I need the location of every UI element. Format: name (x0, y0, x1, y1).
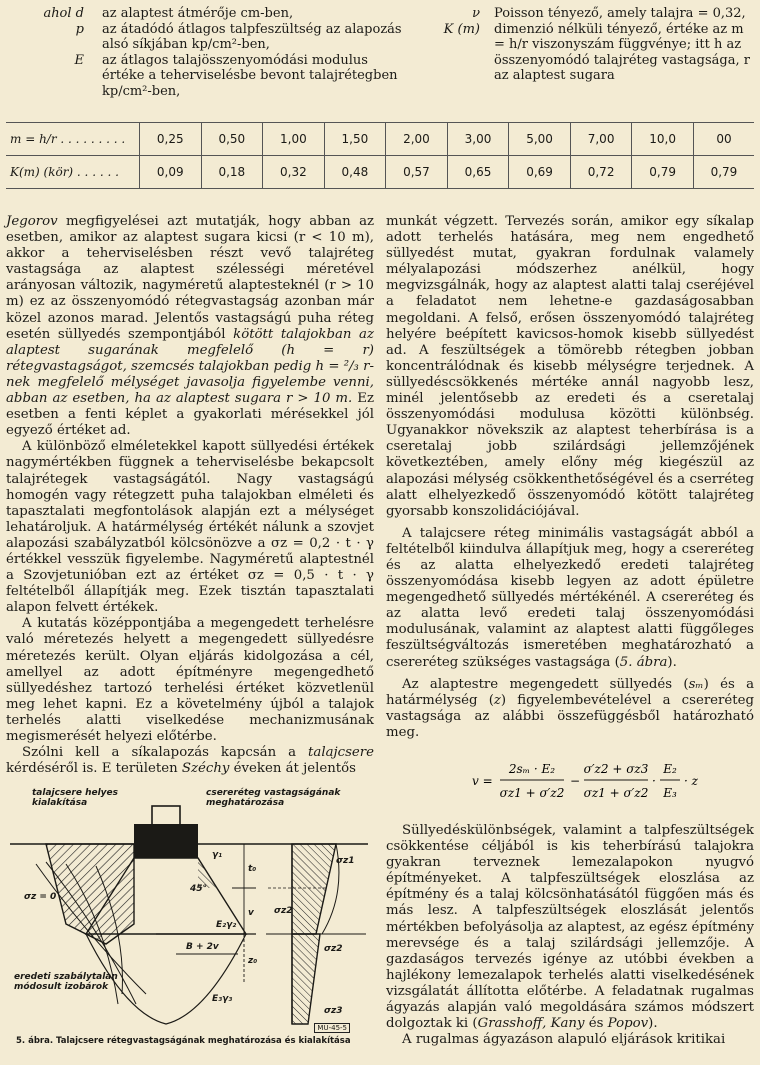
table-cell: 0,65 (447, 156, 509, 189)
table-cell: 0,57 (386, 156, 448, 189)
formula-num-2: σ′z2 + σz3 (583, 762, 649, 776)
label-e3: E₃γ₃ (212, 994, 233, 1004)
label-45: 45° (190, 884, 208, 894)
table-cell: 0,79 (693, 156, 754, 189)
thickness-formula (386, 745, 754, 815)
paragraph (6, 214, 374, 439)
table-cell: 0,72 (570, 156, 632, 189)
text-run: Ez esetben a fenti képlet a gyakorlati mérésekkel jól egyező értéket ad. (6, 391, 374, 439)
text-run: ) és a határmélység ( (386, 676, 754, 708)
row-label-m: m = h/r . . . . . . . . . (6, 123, 140, 156)
text-run: ) figyelembevételével a csereréteg vastagsága az alábbi összefüggésből határozható meg. (386, 692, 754, 740)
formula-num-1: 2sₘ · E₂ (508, 762, 556, 776)
definitions-right (424, 6, 754, 84)
label-gamma1: γ₁ (212, 850, 223, 860)
text-run: ). (667, 654, 677, 670)
label-b2v: B + 2v (186, 942, 219, 952)
text-run: és (584, 1016, 608, 1032)
text-run: A talajcsere réteg minimális vastagságát abból a feltételből kiindulva állapítjuk meg, hogy a csereréteg és az alatta elhelyezkedő eredeti talajréteg összenyomódása kisebb legyen az adott épületre megengedhető süllyedés mértékénél. A csereréteg és az alatta levő eredeti talaj összenyomódási modulusának, valamint az alaptest alatti függőleges feszültségváltozás ismeretében meghatározható a csereréteg szükséges vastagsága ( (386, 525, 754, 670)
figure-drawing (6, 784, 374, 1034)
formula-den-1: σz1 + σ′z2 (499, 786, 565, 800)
table-cell: 0,79 (632, 156, 694, 189)
formula-den-2: σz1 + σ′z2 (583, 786, 649, 800)
table-cell: 0,32 (263, 156, 325, 189)
label-v: v (248, 908, 254, 918)
label-thickness-determination: csereréteg vastagságának meghatározása (206, 788, 341, 808)
table-cell: 10,0 (632, 123, 694, 156)
formula-dot: · (652, 774, 656, 788)
paragraph: A kutatás középpontjába a megengedett terhelésre való méretezés helyett a megengedett süllyedésre méretezés került. Olyan eljárás kidolgozása a cél, amellyel az adott építményre megengedhető süllyedéshez tartozó terhelési értéket közvetlenül meg lehet kapni. Ez a követelmény újból a talajok terhelés alatti viselkedése mechanizmusának megismerését helyezi előtérbe. (6, 616, 374, 744)
table-cell: 0,18 (201, 156, 263, 189)
figure-reference: 5. ábra (619, 654, 668, 670)
row-label-k: K(m) (kör) . . . . . . (6, 156, 140, 189)
emphasis: kötött talajokban az alaptest sugarának megfelelő (h = r) rétegvastagságot, szemcsés talajokban pedig h = ²/₃ r-nek megfelelő mélységet javasolja figyelembe venni, abban az esetben, ha az alaptest sugara r > 10 m. (6, 326, 374, 407)
table-cell: 7,00 (570, 123, 632, 156)
paragraph (386, 526, 754, 671)
table-row (6, 123, 754, 156)
label-z0: z₀ (248, 956, 258, 966)
label-sz2: σz2 (274, 906, 293, 916)
def-nu: ν Poisson tényező, amely talajra = 0,32, (472, 6, 746, 21)
author-name: Jegorov (6, 214, 58, 229)
author-name: Széchy (181, 761, 230, 777)
column-stub (152, 806, 180, 826)
text-run: Süllyedéskülönbségek, valamint a talpfeszültségek csökkentése céljából is kis teherbírású talajokra gyakran terveznek lemezalapokon nyugvó építményeket. A talpfeszültségek eloszlása az építmény és a talaj kölcsönhatásától függően más és más lesz. A talpfeszültségek eloszlását jelentős mértékben befolyásolja az alaptest, az egész építmény merevsége és a talaj szilárdsági jellemzője. A gazdaságos tervezés igénye az utóbbi években a hajlékony lemezalapok terhelés alatti viselkedésének vizsgálatát állította előtérbe. A feladatnak rugalmas ágyazás alapján való megoldására számos módszert dolgoztak ki ( (386, 823, 754, 1032)
table-cell: 1,00 (263, 123, 325, 156)
def-km: K (m) dimenzió nélküli tényező, értéke az m = h/r viszonyszám függvénye; itt h az összenyomódó talajréteg vastagsága, r az alaptest sugara (443, 21, 750, 83)
label-sz2b: σz2 (324, 944, 343, 954)
table-cell: 00 (693, 123, 754, 156)
table-cell: 0,69 (509, 156, 571, 189)
label-isobars: eredeti szabálytalan módosult izobárok (14, 972, 118, 992)
km-table (6, 122, 754, 189)
text-run: megfigyelései azt mutatják, hogy abban az esetben, amikor az alaptest sugara kicsi (r < 10 m), akkor a teherviselésben részt vevő talajréteg vastagsága az alaptest szélességi méretével arányosan változik, nagyméretű alaptesteknél (r > 10 m) ez az összenyomódó rétegvastagság azonban már közel azonos marad. Jelentős vastagságú puha réteg esetén süllyedés szempontjából (6, 214, 374, 342)
table-cell: 0,09 (140, 156, 202, 189)
emphasis: talajcsere (308, 745, 374, 761)
label-sz0: σz = 0 (24, 892, 57, 902)
foundation-block (134, 824, 198, 858)
label-t0: t₀ (248, 864, 257, 874)
author-name: Popov (607, 1016, 649, 1032)
stress-diagram-lower (292, 934, 320, 1024)
text-run: Szólni kell a síkalapozás kapcsán a (22, 745, 309, 761)
paragraph (386, 823, 754, 1032)
paragraph: munkát végzett. Tervezés során, amikor egy síkalap adott terhelés hatására, meg nem engedhető süllyedést mutat, gyakran fordulnak valamely mélyalapozási módszerhez anélkül, hogy megvizsgálnák, hogy az alaptest alatti talaj cseréjével a feladatot nem lehetne-e gazdaságosabban megoldani. A felső, erősen összenyomódó talajréteg helyére beépített kavicsos-homok kisebb süllyedést ad. A feszültségek a tömörebb rétegben jobban koncentrálódnak és kisebb mélységre terjednek. A süllyedéscsökkenés mértéke annál nagyobb lesz, minél jelentősebb az eredeti és a cseretalaj összenyomódási modulusa közötti különbség. Ugyanakkor növekszik az alaptest teherbírása is a cseretalaj jobb szilárdsági jellemzőjének következtében, amely előny még kiegészül az alapozási mélység csökkenthetőségével és a cserréteg alatt elhelyezkedő összenyomódó kötött talajréteg gyorsabb konszolidációjával. (386, 214, 754, 519)
paragraph: A rugalmas ágyazáson alapuló eljárások kritikai (402, 1032, 726, 1048)
formula-lhs: v = (472, 774, 493, 788)
paragraph (386, 677, 754, 741)
table-cell: 1,50 (324, 123, 386, 156)
table-cell: 0,48 (324, 156, 386, 189)
def-e: E az átlagos talajösszenyomódási modulus értéke a teherviselésbe bevont talajrétegben kp/cm²-ben, (74, 52, 398, 99)
table-cell: 0,50 (201, 123, 263, 156)
figure-5 (6, 784, 374, 1064)
table-cell: 2,00 (386, 123, 448, 156)
text-run: Az alaptestre megengedett süllyedés ( (402, 676, 689, 692)
label-e2: E₂γ₂ (216, 920, 237, 930)
formula-tail: · z (684, 774, 698, 788)
left-column (6, 214, 374, 777)
formula-num-3: E₂ (663, 762, 677, 776)
label-sz3: σz3 (324, 1006, 343, 1016)
table-cell: 3,00 (447, 123, 509, 156)
symbol: z (493, 692, 501, 708)
figure-caption: 5. ábra. Talajcsere rétegvastagságának meghatározása és kialakítása (16, 1036, 351, 1046)
text-run: ). (648, 1016, 658, 1032)
symbol: sₘ (688, 676, 704, 692)
table-cell: 0,25 (140, 123, 202, 156)
label-sz1: σz1 (336, 856, 355, 866)
figure-stamp: MŰ-45-5 (314, 1023, 350, 1033)
text-run: kérdéséről is. E területen (6, 761, 182, 777)
right-column (386, 214, 754, 1048)
replacement-layer-left (46, 844, 134, 944)
text-run: éveken át jelentős (229, 761, 356, 777)
table-row (6, 156, 754, 189)
formula-minus: − (570, 774, 581, 788)
definitions-left (14, 6, 404, 99)
def-d: ahol d az alaptest átmérője cm-ben, (43, 6, 294, 21)
formula-den-3: E₃ (663, 786, 677, 800)
label-correct-replacement: talajcsere helyes kialakítása (32, 788, 119, 808)
author-name: Grasshoff, Kany (477, 1016, 585, 1032)
paragraph (6, 745, 374, 777)
table-cell: 5,00 (509, 123, 571, 156)
def-p: p az átadódó átlagos talpfeszültség az alapozás alsó síkjában kp/cm²-ben, (75, 21, 402, 52)
paragraph: A különböző elméletekkel kapott süllyedési értékek nagymértékben függnek a teherviselésbe bekapcsolt talajrétegek vastagságától. Nagy vastagságú homogén vagy rétegzett puha talajokban elméleti és tapasztalati megfontolások alapján ezt a mélységet lehatároljuk. A határmélység értékét nálunk a szovjet alapozási szabályzatból kölcsönözve a σz = 0,2 · t · γ értékkel vesszük figyelembe. Nagyméretű alaptestnél a Szovjetunióban ezt az értéket σz = 0,5 · t · γ feltételből állapítják meg. Ezek tisztán tapasztalati alapon felvett értékek. (6, 439, 374, 616)
